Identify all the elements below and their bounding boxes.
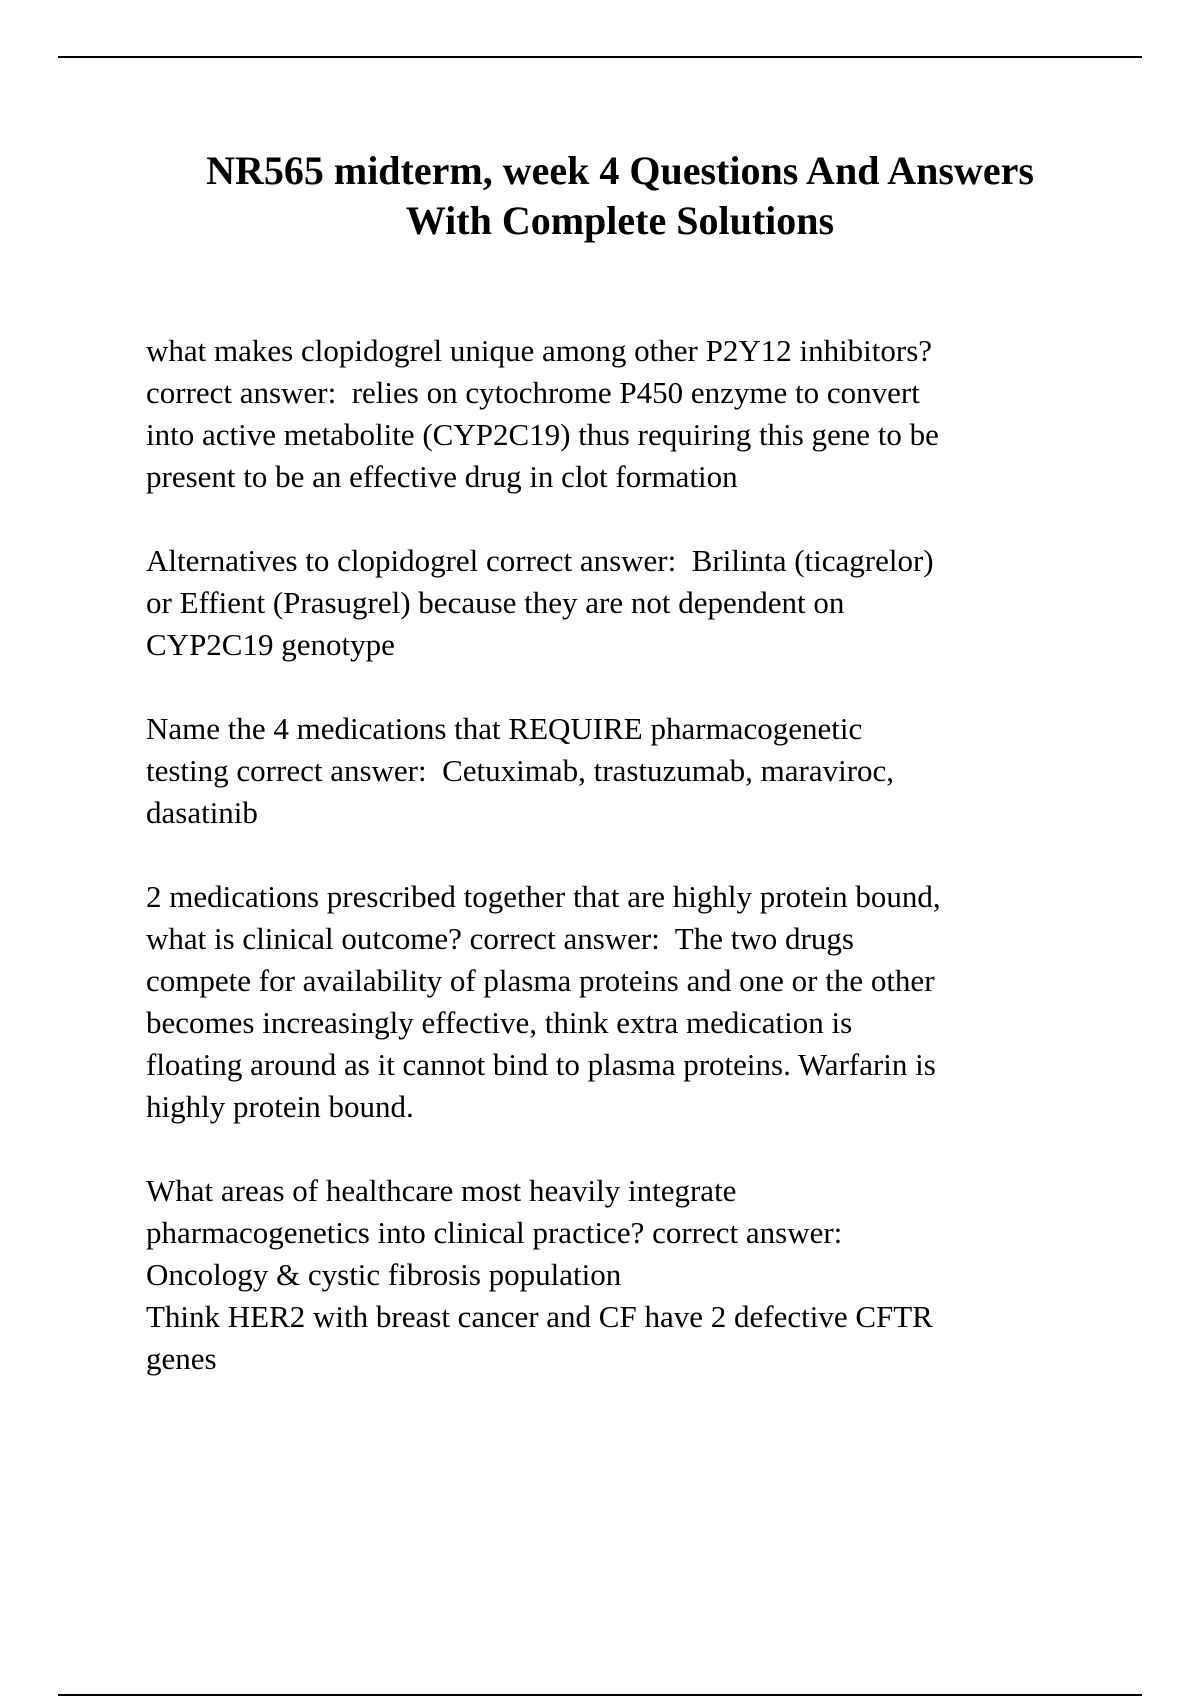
top-divider — [58, 56, 1142, 58]
text-line: dasatinib — [146, 795, 258, 830]
qa-item-1 — [146, 330, 1090, 498]
text-line: floating around as it cannot bind to plasma proteins. Warfarin is — [146, 1047, 936, 1082]
text-line: genes — [146, 1341, 217, 1376]
text-line: testing correct answer: Cetuximab, trastuzumab, maraviroc, — [146, 753, 895, 788]
bottom-divider — [58, 1694, 1142, 1696]
text-line: pharmacogenetics into clinical practice? correct answer: — [146, 1215, 843, 1250]
qa-item-5 — [146, 1170, 1090, 1380]
document-title — [100, 146, 1140, 246]
text-line: 2 medications prescribed together that are highly protein bound, — [146, 879, 941, 914]
text-line: becomes increasingly effective, think extra medication is — [146, 1005, 853, 1040]
text-line: or Effient (Prasugrel) because they are not dependent on — [146, 585, 845, 620]
title-line-2: With Complete Solutions — [405, 198, 835, 243]
text-line: Name the 4 medications that REQUIRE pharmacogenetic — [146, 711, 863, 746]
text-line: Alternatives to clopidogrel correct answer: Brilinta (ticagrelor) — [146, 543, 934, 578]
text-line: Oncology & cystic fibrosis population — [146, 1257, 622, 1292]
text-line: highly protein bound. — [146, 1089, 414, 1124]
qa-list — [146, 330, 1090, 1422]
qa-item-4 — [146, 876, 1090, 1128]
title-line-1: NR565 midterm, week 4 Questions And Answers — [206, 148, 1034, 193]
text-line: what makes clopidogrel unique among other P2Y12 inhibitors? — [146, 333, 933, 368]
text-line: compete for availability of plasma proteins and one or the other — [146, 963, 935, 998]
qa-item-3 — [146, 708, 1090, 834]
text-line: present to be an effective drug in clot formation — [146, 459, 738, 494]
text-line: into active metabolite (CYP2C19) thus requiring this gene to be — [146, 417, 939, 452]
text-line: What areas of healthcare most heavily integrate — [146, 1173, 737, 1208]
qa-item-2 — [146, 540, 1090, 666]
text-line: Think HER2 with breast cancer and CF have 2 defective CFTR — [146, 1299, 933, 1334]
text-line: CYP2C19 genotype — [146, 627, 395, 662]
text-line: correct answer: relies on cytochrome P450 enzyme to convert — [146, 375, 920, 410]
text-line: what is clinical outcome? correct answer: The two drugs — [146, 921, 854, 956]
